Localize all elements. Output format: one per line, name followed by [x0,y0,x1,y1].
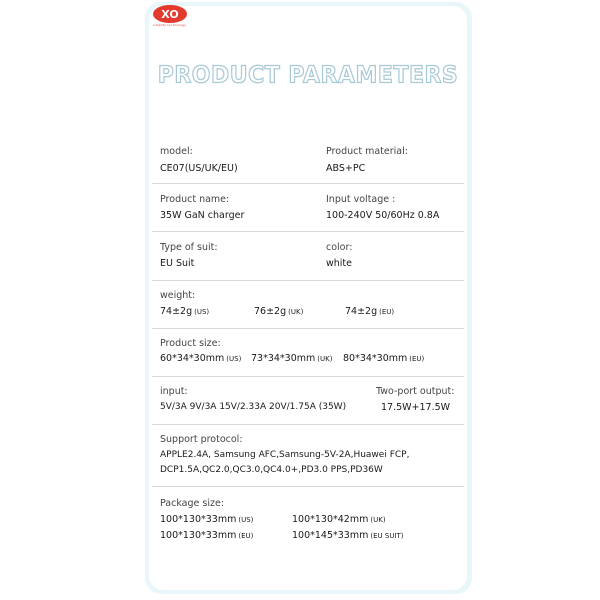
divider [152,183,464,184]
divider [152,424,464,425]
protocol-line-1: APPLE2.4A, Samsung AFC,Samsung-5V-2A,Huawei FCP, [160,450,410,460]
divider [152,486,464,487]
weight-us: 74±2g (US) [160,306,210,317]
product-name-label: Product name: [160,194,230,205]
divider [152,280,464,281]
size-us: 60*34*30mm (US) [160,353,242,364]
size-eu: 80*34*30mm (EU) [343,353,425,364]
suit-value: EU Suit [160,258,195,269]
package-label: Package size: [160,498,225,509]
protocol-line-2: DCP1.5A,QC2.0,QC3.0,QC4.0+,PD3.0 PPS,PD36W [160,465,383,475]
logo-subtitle: simplify technology [153,23,187,27]
logo-text: XO [161,8,179,21]
size-label: Product size: [160,338,221,349]
input-voltage-label: Input voltage : [326,194,396,205]
package-eu-suit: 100*145*33mm (EU SUIT) [292,530,404,541]
divider [152,376,464,377]
model-value: CE07(US/UK/EU) [160,163,238,174]
weight-eu: 74±2g (EU) [345,306,395,317]
weight-uk: 76±2g (UK) [254,306,304,317]
input-voltage-value: 100-240V 50/60Hz 0.8A [326,210,440,221]
divider [152,328,464,329]
color-value: white [326,258,352,269]
xo-logo-icon [152,4,188,24]
material-value: ABS+PC [326,163,366,174]
package-eu: 100*130*33mm (EU) [160,530,254,541]
page-title: PRODUCT PARAMETERS [157,62,459,89]
package-uk: 100*130*42mm (UK) [292,514,386,525]
input-label: input: [160,386,188,397]
two-port-label: Two-port output: [376,386,455,397]
color-label: color: [326,242,353,253]
material-label: Product material: [326,146,408,157]
model-label: model: [160,146,193,157]
product-name-value: 35W GaN charger [160,210,245,221]
suit-label: Type of suit: [160,242,218,253]
protocol-label: Support protocol: [160,434,243,445]
two-port-value: 17.5W+17.5W [381,402,451,413]
weight-label: weight: [160,290,196,301]
divider [152,231,464,232]
input-value: 5V/3A 9V/3A 15V/2.33A 20V/1.75A (35W) [160,402,347,412]
package-us: 100*130*33mm (US) [160,514,254,525]
size-uk: 73*34*30mm (UK) [251,353,333,364]
